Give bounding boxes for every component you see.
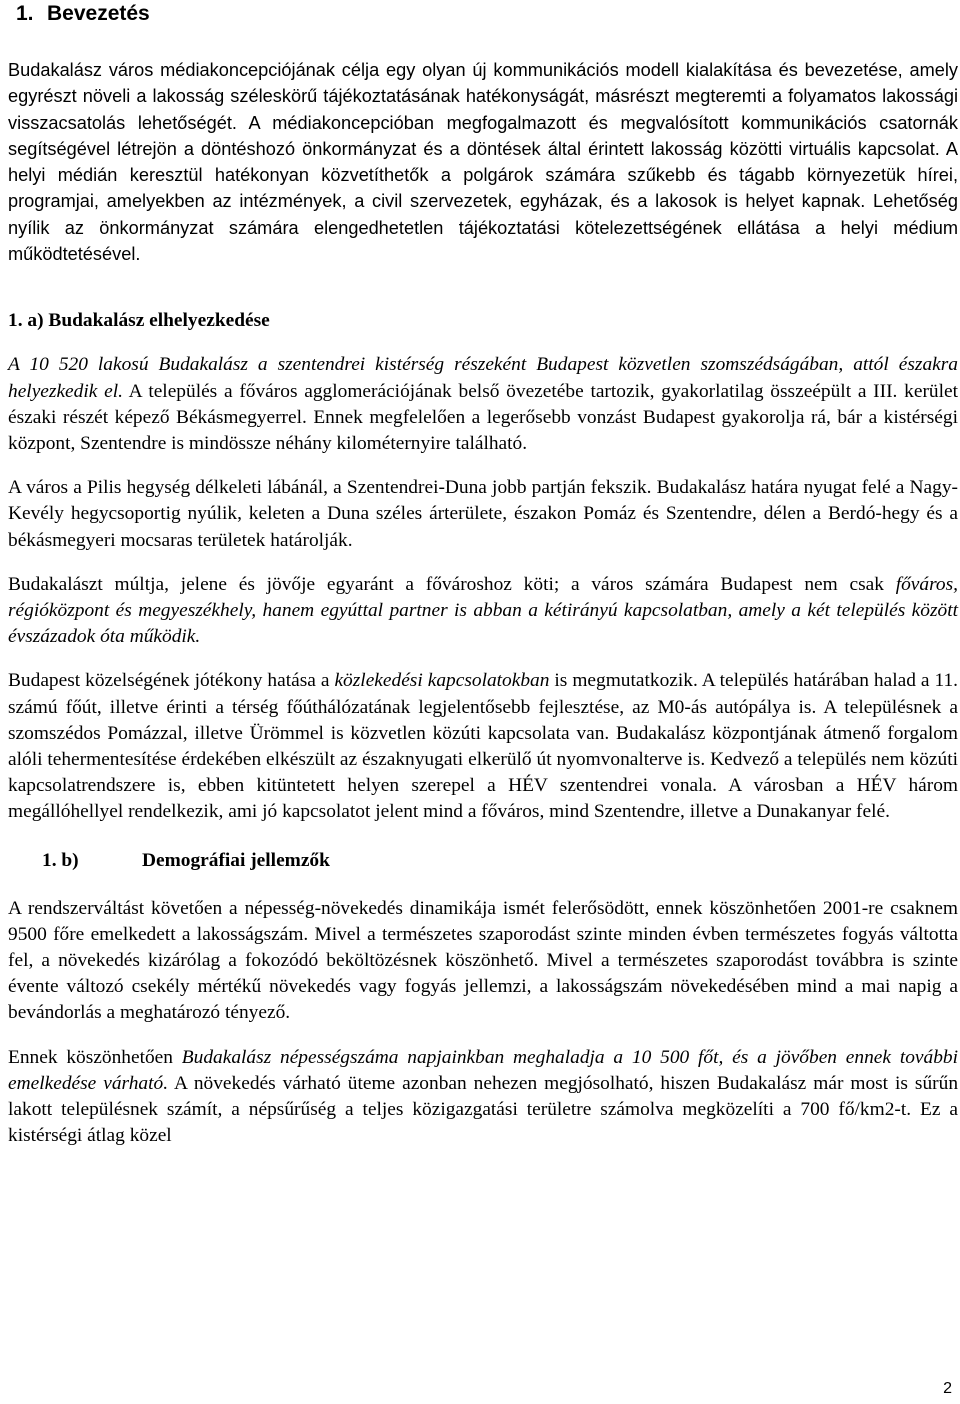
intro-paragraph bbox=[8, 57, 958, 267]
relations-start: Budakalászt múltja, jelene és jövője egyaránt a fővároshoz köti; a város számára Budapest nem csak bbox=[8, 573, 896, 595]
subsection-b-text: Demográfiai jellemzők bbox=[142, 849, 330, 871]
heading-number: 1. bbox=[16, 2, 34, 25]
document-page bbox=[8, 0, 958, 1149]
transport-rest: is megmutatkozik. A település határában halad a 11. számú főút, illetve érinti a térség főúthálózatának legjelentősebb fejlesztése, az M0-ás autópálya is. A településnek a szomszédos Pomázzal, illetve Ürömmel is közvetlen közúti kapcsolata van. Budakalász központjának átmenő forgalom alóli tehermentesítése érdekében elkészült az északnyugati elkerülő út nyomvonalterve is. Kedvező a település nem közúti kapcsolatrendszere is, ebben kitüntetett helyen szerepel a HÉV szentendrei vonala. A városban a HÉV három megállóhellyel rendelkezik, ami jó kapcsolatot jelent mind a főváros, mind Szentendre, illetve a Dunakanyar felé. bbox=[8, 670, 958, 823]
geography-paragraph: A város a Pilis hegység délkeleti lábánál, a Szentendrei-Duna jobb partján fekszik. Budakalász határa nyugat felé a Nagy-Kevély hegycsoportig nyúlik, keleten a Duna széles árterülete, északon Pomáz és Szentendre, délen a Berdó-hegy és a békásmegyeri mocsaras területek határolják. bbox=[8, 477, 958, 551]
relations-italic: főváros, régióközpont és megyeszékhely, hanem egyúttal partner is abban a kétirányú kapcsolatban, amely a két település között évszázadok óta működik. bbox=[8, 573, 958, 648]
location-italic: A 10 520 lakosú Budakalász a szentendrei kistérség részeként Budapest közvetlen szomszédságában, attól északra helyezkedik el. bbox=[8, 354, 958, 402]
population-italic: Budakalász népességszáma napjainkban meghaladja a 10 500 főt, és a jövőben ennek további emelkedése várható. bbox=[8, 1046, 958, 1094]
population-rest: A növekedés várható üteme azonban nehezen megjósolható, hiszen Budakalász már most is sűrűn lakott településnek számít, a népsűrűség a teljes közigazgatási területre számolva megközelíti a 700 fő/km2-t. Ez a kistérségi átlag közel bbox=[8, 1072, 959, 1147]
intro-sentence-2: A médiakoncepcióban megfogalmazott és megvalósított kommunikációs csatornák segítségével létrejön a döntéshozó önkormányzat és a döntések által érintett lakosság közötti virtuális kapcsolat. bbox=[8, 112, 958, 159]
transport-start: Budapest közelségének jótékony hatása a bbox=[8, 670, 335, 692]
population-start: Ennek köszönhetően bbox=[8, 1046, 182, 1068]
heading-title: Bevezetés bbox=[47, 2, 150, 25]
intro-sentence-3: A helyi médián keresztül hatékonyan közvetíthetők a polgárok számára szűkebb és tágabb környezetük hírei, programjai, amelyekben az intézmények, a civil szervezetek, egyházak, és a lakosok is helyet kapnak. bbox=[8, 138, 958, 212]
transport-paragraph bbox=[8, 668, 958, 825]
intro-sentence-4: Lehetőség nyílik az önkormányzat számára elengedhetetlen tájékoztatási kötelezettségének ellátása a helyi médium működtetésével. bbox=[8, 191, 958, 265]
section-heading bbox=[8, 2, 958, 26]
relations-paragraph bbox=[8, 572, 958, 651]
intro-sentence-1: Budakalász város médiakoncepciójának célja egy olyan új kommunikációs modell kialakítása és bevezetése, amely egyrészt növeli a lakosság széleskörű tájékoztatásának hatékonyságát, másrészt megteremti a folyamatos lakossági visszacsatolás lehetőségét. bbox=[8, 60, 958, 133]
demography-paragraph: A rendszerváltást követően a népesség-növekedés dinamikája ismét felerősödött, ennek köszönhetően 2001-re csaknem 9500 főre emelkedett a lakosságszám. Mivel a természetes szaporodást szinte minden évben természetes fogyás váltotta fel, a növekedés kizárólag a fokozódó beköltözésnek köszönhető. Mivel a természetes szaporodást továbbra is szinte évente változó csekély mértékű növekedés vagy fogyás jellemzi, a lakosságszám növekedésében mind a mai napig a bevándorlás a meghatározó tényező. bbox=[8, 897, 958, 1024]
location-rest: A település a főváros agglomerációjának belső övezetébe tartozik, gyakorlatilag összeépült a III. kerület északi részét képező Békásmegyerrel. Ennek megfelelően a legerősebb vonzást Budapest gyakorolja rá, bár a kistérségi központ, Szentendre is mindössze néhány kilométernyire található. bbox=[8, 380, 958, 454]
subsection-a-title: 1. a) Budakalász elhelyezkedése bbox=[8, 310, 270, 332]
page-number: 2 bbox=[943, 1380, 952, 1397]
population-paragraph bbox=[8, 1045, 958, 1150]
subsection-b-number: 1. b) bbox=[42, 849, 79, 871]
subsection-b-title bbox=[8, 848, 958, 874]
transport-italic: közlekedési kapcsolatokban bbox=[334, 670, 550, 692]
location-paragraph bbox=[8, 352, 958, 457]
